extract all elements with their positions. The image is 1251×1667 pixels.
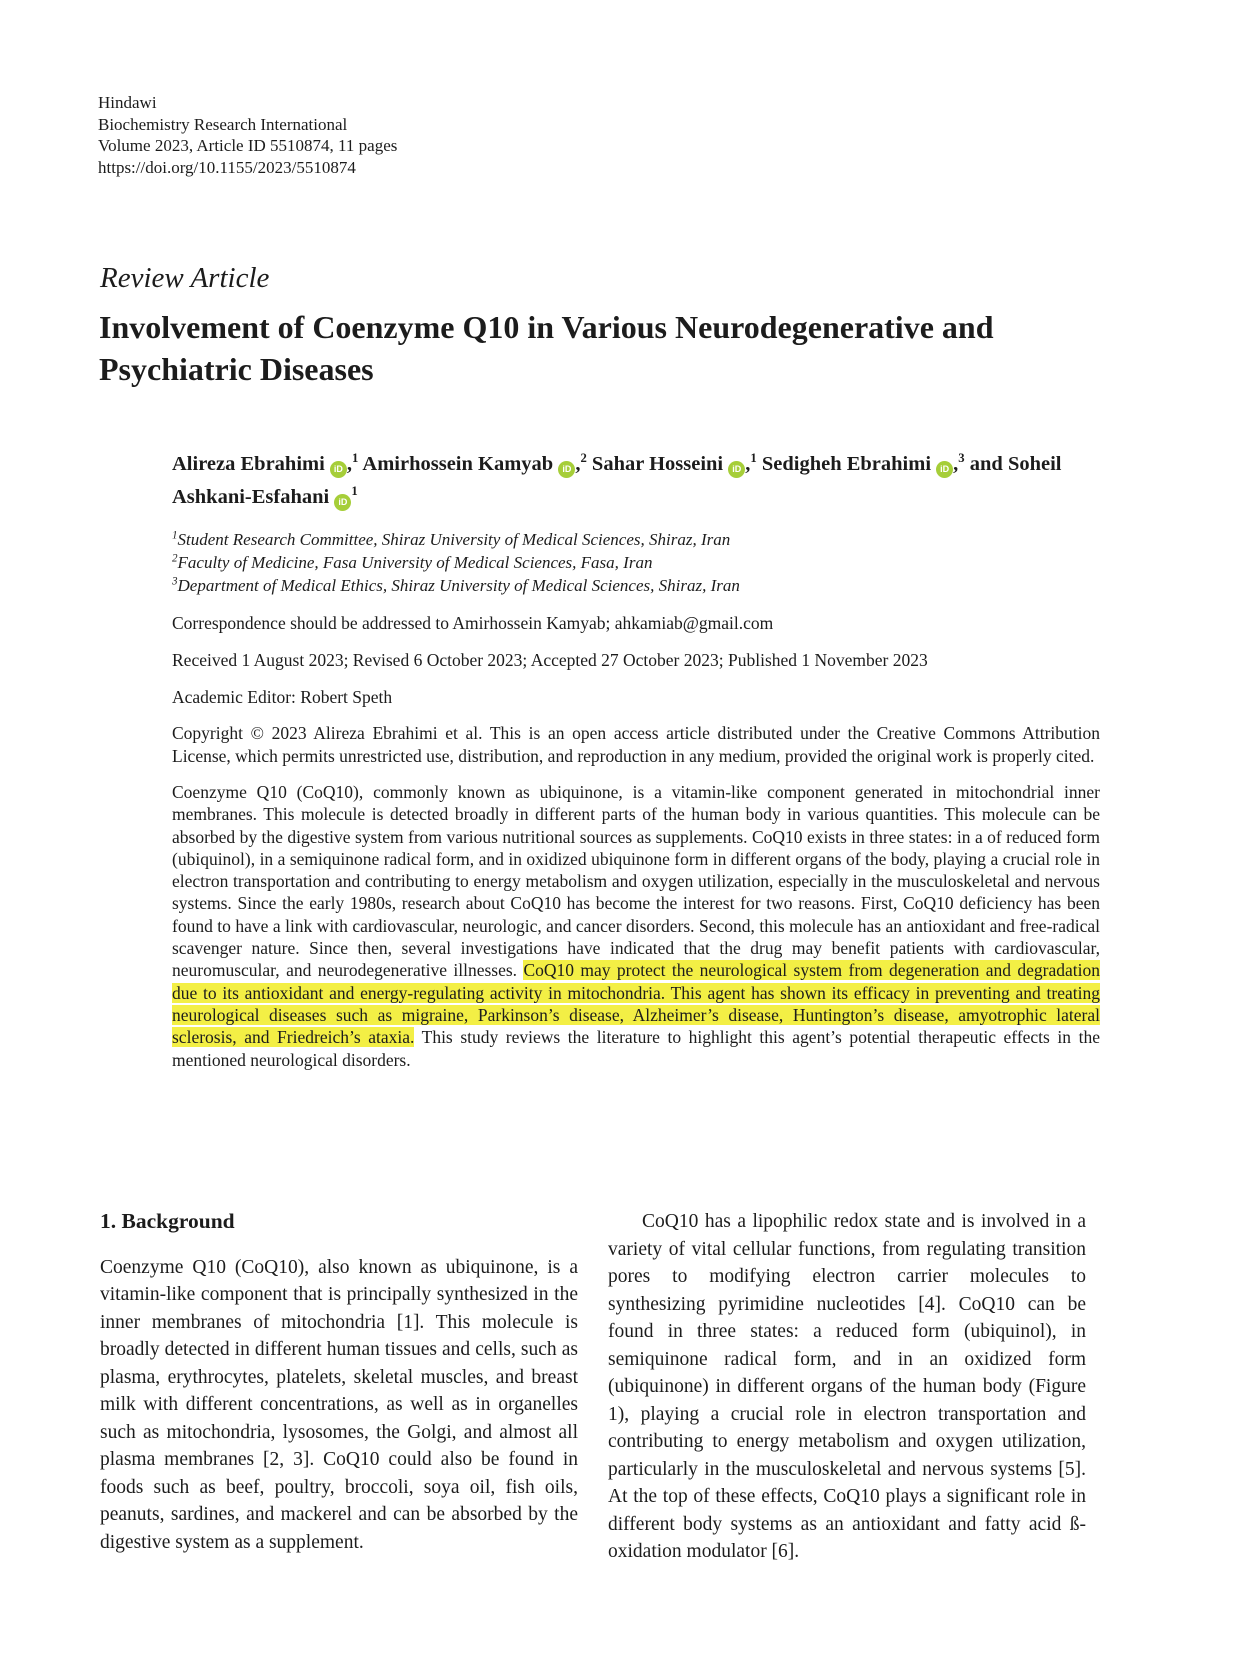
affiliation: [172, 551, 1100, 574]
author: Sahar Hosseini iD ,$^1$: [592, 453, 762, 475]
correspondence-text: Correspondence should be addressed to Amirhossein Kamyab;: [172, 613, 615, 633]
author-affiliation-sup: 2: [580, 451, 587, 466]
author: and Soheil Ashkani-Esfahani $iD^1$: [172, 453, 1062, 508]
affiliation-text: Department of Medical Ethics, Shiraz University of Medical Sciences, Shiraz, Iran: [177, 576, 740, 595]
author-affiliation-sup: 1: [351, 484, 358, 499]
volume-article-id: Volume 2023, Article ID 5510874, 11 pages: [98, 136, 398, 155]
article-meta: [172, 448, 1100, 1071]
background-paragraph-left: Coenzyme Q10 (CoQ10), also known as ubiquinone, is a vitamin-like component that is principally synthesized in the inner membranes of mitochondria [1]. This molecule is broadly detected in different human tissues and cells, such as plasma, erythrocytes, platelets, skeletal muscles, and breast milk with different concentrations, as well as in organelles such as mitochondria, lysosomes, the Golgi, and almost all plasma membranes [2, 3]. CoQ10 could also be found in foods such as beef, poultry, broccoli, soya oil, fish oils, peanuts, sardines, and mackerel and can be absorbed by the digestive system as a supplement.: [100, 1256, 578, 1553]
affiliation-sup: 1: [172, 529, 178, 542]
history-dates-line: Received 1 August 2023; Revised 6 October 2023; Accepted 27 October 2023; Published 1 November 2023: [172, 650, 928, 670]
right-column: [608, 1208, 1086, 1566]
affiliation-sup: 2: [172, 552, 178, 565]
affiliation: [172, 574, 1100, 597]
author-list: [172, 448, 1100, 514]
copyright-notice: Copyright © 2023 Alireza Ebrahimi et al. This is an open access article distributed under the Creative Commons Attribution License, which permits unrestricted use, distribution, and reproduction in any medium, provided the original work is properly cited.: [172, 723, 1100, 766]
publisher-name: Hindawi: [98, 93, 157, 112]
affiliation-text: Faculty of Medicine, Fasa University of Medical Sciences, Fasa, Iran: [177, 553, 653, 572]
doi-link[interactable]: https://doi.org/10.1155/2023/5510874: [98, 157, 356, 177]
orcid-icon[interactable]: iD: [330, 461, 347, 478]
article-type-label: Review Article: [100, 262, 270, 294]
author-affiliation-sup: 1: [750, 451, 757, 466]
correspondence-line: [172, 612, 1100, 634]
abstract-highlighted-text: CoQ10 may protect the neurological system from degeneration and degradation due to its antioxidant and energy-regulating activity in mitochondria. This agent has shown its efficacy in preventing and treating neurological diseases such as migraine, Parkinson’s disease, Alzheimer’s disease, Huntington’s disease, amyotrophic lateral sclerosis, and Friedreich’s ataxia.: [172, 960, 1101, 1048]
author-affiliation-sup: 3: [958, 451, 965, 466]
affiliation: [172, 528, 1100, 551]
abstract-paragraph: [172, 781, 1100, 1071]
author: Sedigheh Ebrahimi iD ,$^3$: [762, 453, 970, 475]
abstract-text: Coenzyme Q10 (CoQ10), commonly known as ubiquinone, is a vitamin-like component generated in mitochondrial inner membranes. This molecule is detected broadly in different parts of the human body in various quantities. This molecule can be absorbed by the digestive system from various nutritional sources as supplements. CoQ10 exists in three states: in a of reduced form (ubiquinol), in a semiquinone radical form, and in oxidized ubiquinone form in different organs of the body, playing a crucial role in electron transportation and contributing to energy metabolism and oxygen utilization, especially in the musculoskeletal and nervous systems. Since the early 1980s, research about CoQ10 has become the interest for two reasons. First, CoQ10 deficiency has been found to have a link with cardiovascular, neurologic, and cancer disorders. Second, this molecule has an antioxidant and free-radical scavenger nature. Since then, several investigations have indicated that the drug may benefit patients with cardiovascular, neuromuscular, and neurodegenerative illnesses.: [172, 782, 1100, 981]
affiliation-sup: 3: [172, 575, 178, 588]
orcid-icon[interactable]: iD: [334, 494, 351, 511]
orcid-icon[interactable]: iD: [728, 461, 745, 478]
article-title: Involvement of Coenzyme Q10 in Various Neurodegenerative and Psychiatric Diseases: [99, 309, 994, 387]
affiliation-list: [172, 528, 1100, 597]
academic-editor-line: Academic Editor: Robert Speth: [172, 687, 393, 707]
background-paragraph-right: CoQ10 has a lipophilic redox state and is involved in a variety of vital cellular functions, from regulating transition pores to modifying electron carrier molecules to synthesizing pyrimidine nucleotides [4]. CoQ10 can be found in three states: a reduced form (ubiquinol), in semiquinone radical form, and in an oxidized form (ubiquinone) in different organs of the human body (Figure 1), playing a crucial role in electron transportation and contributing to energy metabolism and oxygen utilization, particularly in the musculoskeletal and nervous systems [5]. At the top of these effects, CoQ10 plays a significant role in different body systems as an antioxidant and fatty acid ß-oxidation modulator [6].: [608, 1211, 1086, 1562]
section-heading-background: 1. Background: [100, 1209, 235, 1233]
journal-name: Biochemistry Research International: [98, 114, 348, 134]
orcid-icon[interactable]: iD: [558, 461, 575, 478]
author: Alireza Ebrahimi iD ,$^1$: [172, 453, 362, 475]
author-affiliation-sup: 1: [352, 451, 359, 466]
publisher-header: [98, 92, 397, 178]
body-columns: [100, 1208, 1086, 1566]
left-column: [100, 1208, 578, 1566]
author: Amirhossein Kamyab iD ,$^2$: [362, 453, 592, 475]
abstract-text: This study reviews the literature to highlight this agent’s potential therapeutic effects in the mentioned neurological disorders.: [172, 1027, 1100, 1070]
affiliation-text: Student Research Committee, Shiraz University of Medical Sciences, Shiraz, Iran: [177, 530, 731, 549]
correspondence-email-link[interactable]: ahkamiab@gmail.com: [614, 613, 774, 633]
orcid-icon[interactable]: iD: [936, 461, 953, 478]
